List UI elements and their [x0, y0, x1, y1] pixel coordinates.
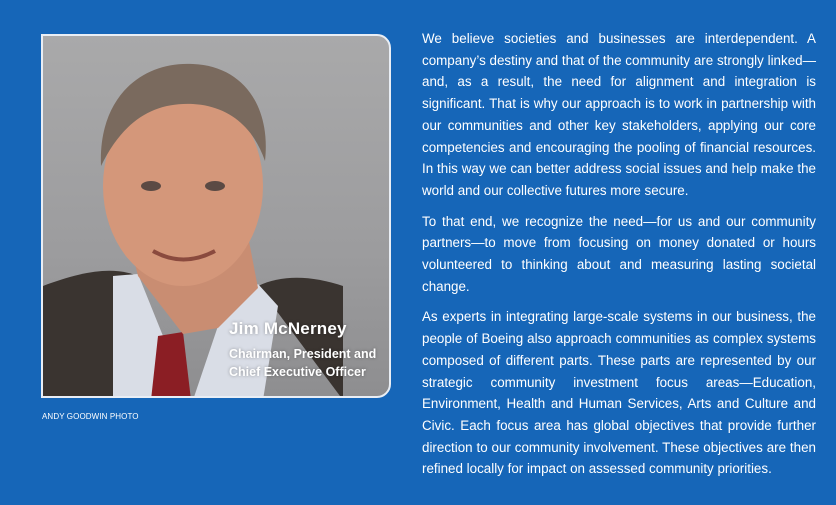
person-name: Jim McNerney	[229, 319, 347, 338]
portrait-caption	[229, 319, 379, 381]
paragraph-1: We believe societies and businesses are interdependent. A company’s destiny and that of the community are strongly linked—and, as a result, the need for alignment and integration is significant. That is why our approach is to work in partnership with our communities and other key stakeholders, applying our core competencies and encouraging the pooling of financial resources. In this way we can better address social issues and help make the world and our collective futures more secure.	[422, 31, 816, 198]
letter-body	[422, 28, 816, 489]
portrait-photo	[41, 34, 391, 398]
photo-credit: ANDY GOODWIN PHOTO	[42, 412, 139, 421]
paragraph-3: As experts in integrating large-scale systems in our business, the people of Boeing also approach communities as complex systems composed of different parts. These parts are represented by our strategic community investment focus areas—Education, Environment, Health and Human Services, Arts and Culture and Civic. Each focus area has global objectives that provide further direction to our community involvement. These objectives are then refined locally for impact on assessed community priorities.	[422, 309, 816, 477]
person-title: Chairman, President and Chief Executive Officer	[229, 347, 377, 379]
paragraph-2: To that end, we recognize the need—for us and our community partners—to move from focusing on money donated or hours volunteered to thinking about and measuring lasting societal change.	[422, 213, 816, 294]
